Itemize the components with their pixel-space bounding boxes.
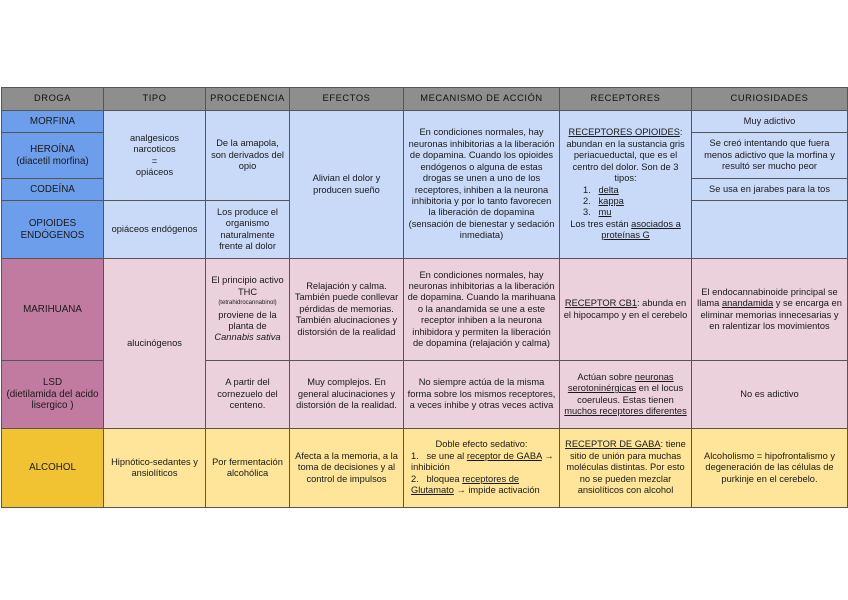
header-efectos: EFECTOS — [290, 88, 404, 111]
cur-marihuana: El endocannabinoide principal se llama anandamida y se encarga en eliminar memorias innecesarias y en ralentizar los movimientos — [692, 259, 848, 361]
tipo-line-3: = — [151, 155, 158, 166]
drug-table — [1, 87, 848, 508]
tipo-line-4: opiáceos — [135, 166, 174, 177]
header-mecanismo: MECANISMO DE ACCIÓN — [404, 88, 560, 111]
cur-lsd: No es adictivo — [692, 361, 848, 429]
header-receptores: RECEPTORES — [560, 88, 692, 111]
receptores-tail-underlined: asociados a proteínas G — [601, 218, 681, 241]
drug-codeina: CODEÍNA — [2, 179, 104, 201]
cur-morfina: Muy adictivo — [692, 111, 848, 133]
drug-morfina: MORFINA — [2, 111, 104, 133]
tipo-alcohol: Hipnótico-sedantes y ansiolíticos — [104, 429, 206, 508]
efectos-lsd: Muy complejos. En general alucinaciones y distorsión de la realidad. — [290, 361, 404, 429]
drug-heroina — [2, 133, 104, 179]
list-item: 2. kappa — [583, 195, 624, 206]
header-row — [2, 88, 848, 111]
receptores-opioides-title: RECEPTORES OPIOIDES — [568, 127, 680, 138]
tipo-line-2: narcoticos — [133, 144, 176, 155]
list-item: 2. bloquea receptores de Glutamato → impide activación — [411, 473, 540, 496]
tipo-alucinogenos: alucinógenos — [104, 259, 206, 429]
cur-codeina: Se usa en jarabes para la tos — [692, 179, 848, 201]
header-procedencia: PROCEDENCIA — [206, 88, 290, 111]
procedencia-lsd: A partir del cornezuelo del centeno. — [206, 361, 290, 429]
procedencia-amapola: De la amapola, son derivados del opio — [206, 111, 290, 201]
procedencia-marihuana: El principio activo THC (tetrahidrocannabinol) proviene de la planta de Cannabis sativa — [206, 259, 290, 361]
receptor-gaba: RECEPTOR DE GABA: tiene sitio de unión para muchas moléculas distintas. Por esto no se pueden mezclar ansiolíticos con alcohol — [560, 429, 692, 508]
header-curiosidades: CURIOSIDADES — [692, 88, 848, 111]
receptores-opioides — [560, 111, 692, 259]
mecanismo-marihuana: En condiciones normales, hay neuronas inhibitorias a la liberación de dopamina. Cuando la marihuana o la anandamida se une a este receptor inhiben a la neurona inhibidora y permiten la liberación de dopamina (relajación y calma) — [404, 259, 560, 361]
drug-marihuana: MARIHUANA — [2, 259, 104, 361]
cur-alcohol: Alcoholismo = hipofrontalismo y degeneración de las células de purkinje en el cerebelo. — [692, 429, 848, 508]
drug-heroina-name: HEROÍNA — [30, 144, 75, 156]
list-item: 3. mu — [583, 207, 612, 218]
list-item: 1. delta — [583, 184, 619, 195]
drug-alcohol: ALCOHOL — [2, 429, 104, 508]
tipo-opiaceos — [104, 111, 206, 201]
receptor-cb1: RECEPTOR CB1: abunda en el hipocampo y en el cerebelo — [560, 259, 692, 361]
row-morfina — [2, 111, 848, 133]
receptores-tail: Los tres están — [570, 218, 632, 229]
drug-opioides-endogenos: OPIOIDES ENDÓGENOS — [2, 201, 104, 259]
drug-heroina-sub: (diacetil morfina) — [16, 155, 89, 167]
efectos-opioides: Alivian el dolor y producen sueño — [290, 111, 404, 259]
receptores-opioides-text: : abundan en la sustancia gris periacueductal, que es el centro del dolor. Son de 3 tipos: — [566, 127, 685, 184]
header-droga: DROGA — [2, 88, 104, 111]
efectos-alcohol: Afecta a la memoria, a la toma de decisiones y al control de impulsos — [290, 429, 404, 508]
receptores-lsd: Actúan sobre neuronas serotoninérgicas en el locus coeruleus. Estas tienen muchos receptores diferentes — [560, 361, 692, 429]
header-tipo: TIPO — [104, 88, 206, 111]
drug-lsd: LSD (dietilamida del acido lisergico ) — [2, 361, 104, 429]
tipo-line-1: analgesicos — [129, 132, 180, 143]
procedencia-endogenos: Los produce el organismo naturalmente frente al dolor — [206, 201, 290, 259]
cur-endogenos — [692, 201, 848, 259]
list-item: 1. se une al receptor de GABA → inhibición — [411, 450, 554, 473]
receptor-types-list — [563, 185, 688, 219]
mecanismo-lsd: No siempre actúa de la misma forma sobre los mismos receptores, a veces inhibe y otras veces activa — [404, 361, 560, 429]
row-marihuana — [2, 259, 848, 361]
procedencia-alcohol: Por fermentación alcohólica — [206, 429, 290, 508]
tipo-endogenos: opiáceos endógenos — [104, 201, 206, 259]
mecanismo-opioides: En condiciones normales, hay neuronas inhibitorias a la liberación de dopamina. Cuando los opioides endógenos o alguna de estas drogas se unen a uno de los receptores, inhiben a la neurona inhibitoria y por lo tanto favorecen la liberación de dopamina (sensación de bienestar y sedación inmediata) — [404, 111, 560, 259]
mecanismo-alcohol: Doble efecto sedativo: 1. se une al receptor de GABA → inhibición 2. bloquea receptores de Glutamato → impide activación — [404, 429, 560, 508]
row-alcohol — [2, 429, 848, 508]
cur-heroina: Se creó intentando que fuera menos adictivo que la morfina y resultó ser mucho peor — [692, 133, 848, 179]
efectos-marihuana: Relajación y calma. También puede conllevar pérdidas de memorias. También alucinaciones y distorsión de la realidad — [290, 259, 404, 361]
